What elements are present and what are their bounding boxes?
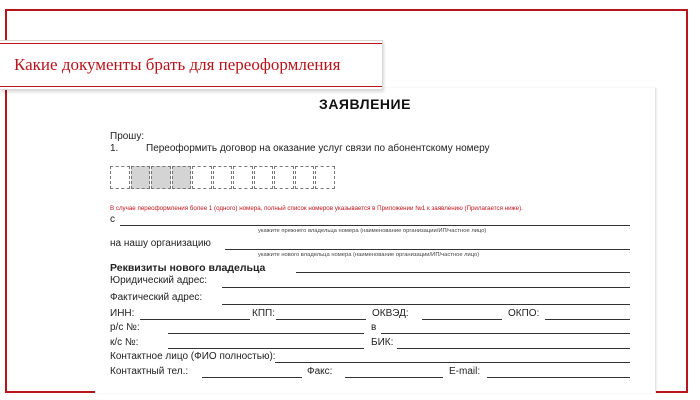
fax-label: Факс: bbox=[307, 366, 333, 377]
number-box[interactable] bbox=[315, 166, 335, 189]
legal-address-line[interactable] bbox=[222, 287, 630, 288]
document-title: ЗАЯВЛЕНИЕ bbox=[319, 96, 411, 112]
number-box[interactable] bbox=[254, 166, 274, 189]
number-box[interactable] bbox=[151, 166, 171, 189]
to-org-label: на нашу организацию bbox=[110, 238, 211, 249]
kpp-label: КПП: bbox=[252, 308, 275, 319]
item-number: 1. bbox=[110, 143, 119, 154]
ks-line[interactable] bbox=[168, 348, 364, 349]
number-box[interactable] bbox=[274, 166, 294, 189]
previous-owner-hint: укажите прежнего владельца номера (наименование организации/ИП/частное лицо) bbox=[258, 228, 487, 234]
request-label: Прошу: bbox=[110, 131, 145, 142]
legal-address-label: Юридический адрес: bbox=[110, 275, 208, 286]
title-banner bbox=[0, 40, 383, 90]
item-text: Переоформить договор на оказание услуг связи по абонентскому номеру bbox=[146, 143, 490, 154]
new-owner-line[interactable] bbox=[225, 249, 630, 250]
number-box[interactable] bbox=[213, 166, 233, 189]
actual-address-label: Фактический адрес: bbox=[110, 292, 203, 303]
okpo-label: ОКПО: bbox=[508, 308, 540, 319]
bik-label: БИК: bbox=[371, 337, 394, 348]
inn-label: ИНН: bbox=[110, 308, 135, 319]
bik-line[interactable] bbox=[397, 348, 630, 349]
contact-phone-label: Контактный тел.: bbox=[110, 366, 189, 377]
number-box[interactable] bbox=[172, 166, 192, 189]
okpo-line[interactable] bbox=[545, 319, 630, 320]
email-label: E-mail: bbox=[449, 366, 481, 377]
from-label: с bbox=[110, 214, 115, 225]
number-box[interactable] bbox=[295, 166, 315, 189]
number-box[interactable] bbox=[192, 166, 212, 189]
actual-address-line[interactable] bbox=[222, 304, 630, 305]
rs-label: р/с №: bbox=[110, 322, 140, 333]
number-box[interactable] bbox=[233, 166, 253, 189]
contact-person-line[interactable] bbox=[275, 362, 630, 363]
banner-title: Какие документы брать для переоформления bbox=[14, 55, 341, 74]
number-box[interactable] bbox=[131, 166, 151, 189]
ks-label: к/с №: bbox=[110, 337, 139, 348]
inn-line[interactable] bbox=[140, 319, 250, 320]
email-line[interactable] bbox=[487, 377, 630, 378]
contact-phone-line[interactable] bbox=[202, 377, 302, 378]
rs-line[interactable] bbox=[168, 333, 364, 334]
bank-line[interactable] bbox=[381, 333, 630, 334]
note-text: В случае переоформления более 1 (одного) номера, полный список номеров указывается в Приложении №1 к заявлению (Прилагается ниже). bbox=[110, 205, 523, 212]
okved-line[interactable] bbox=[422, 319, 502, 320]
fax-line[interactable] bbox=[345, 377, 443, 378]
new-owner-hint: укажите нового владельца номера (наименование организации/ИП/частное лицо) bbox=[258, 252, 480, 258]
okved-label: ОКВЭД: bbox=[372, 308, 409, 319]
number-box[interactable] bbox=[110, 166, 130, 189]
number-boxes[interactable] bbox=[110, 166, 336, 189]
requisites-heading: Реквизиты нового владельца bbox=[110, 262, 266, 274]
requisites-line[interactable] bbox=[296, 272, 630, 273]
bank-in-label: в bbox=[371, 322, 377, 333]
kpp-line[interactable] bbox=[276, 319, 366, 320]
previous-owner-line[interactable] bbox=[120, 225, 630, 226]
contact-person-label: Контактное лицо (ФИО полностью): bbox=[110, 351, 276, 362]
